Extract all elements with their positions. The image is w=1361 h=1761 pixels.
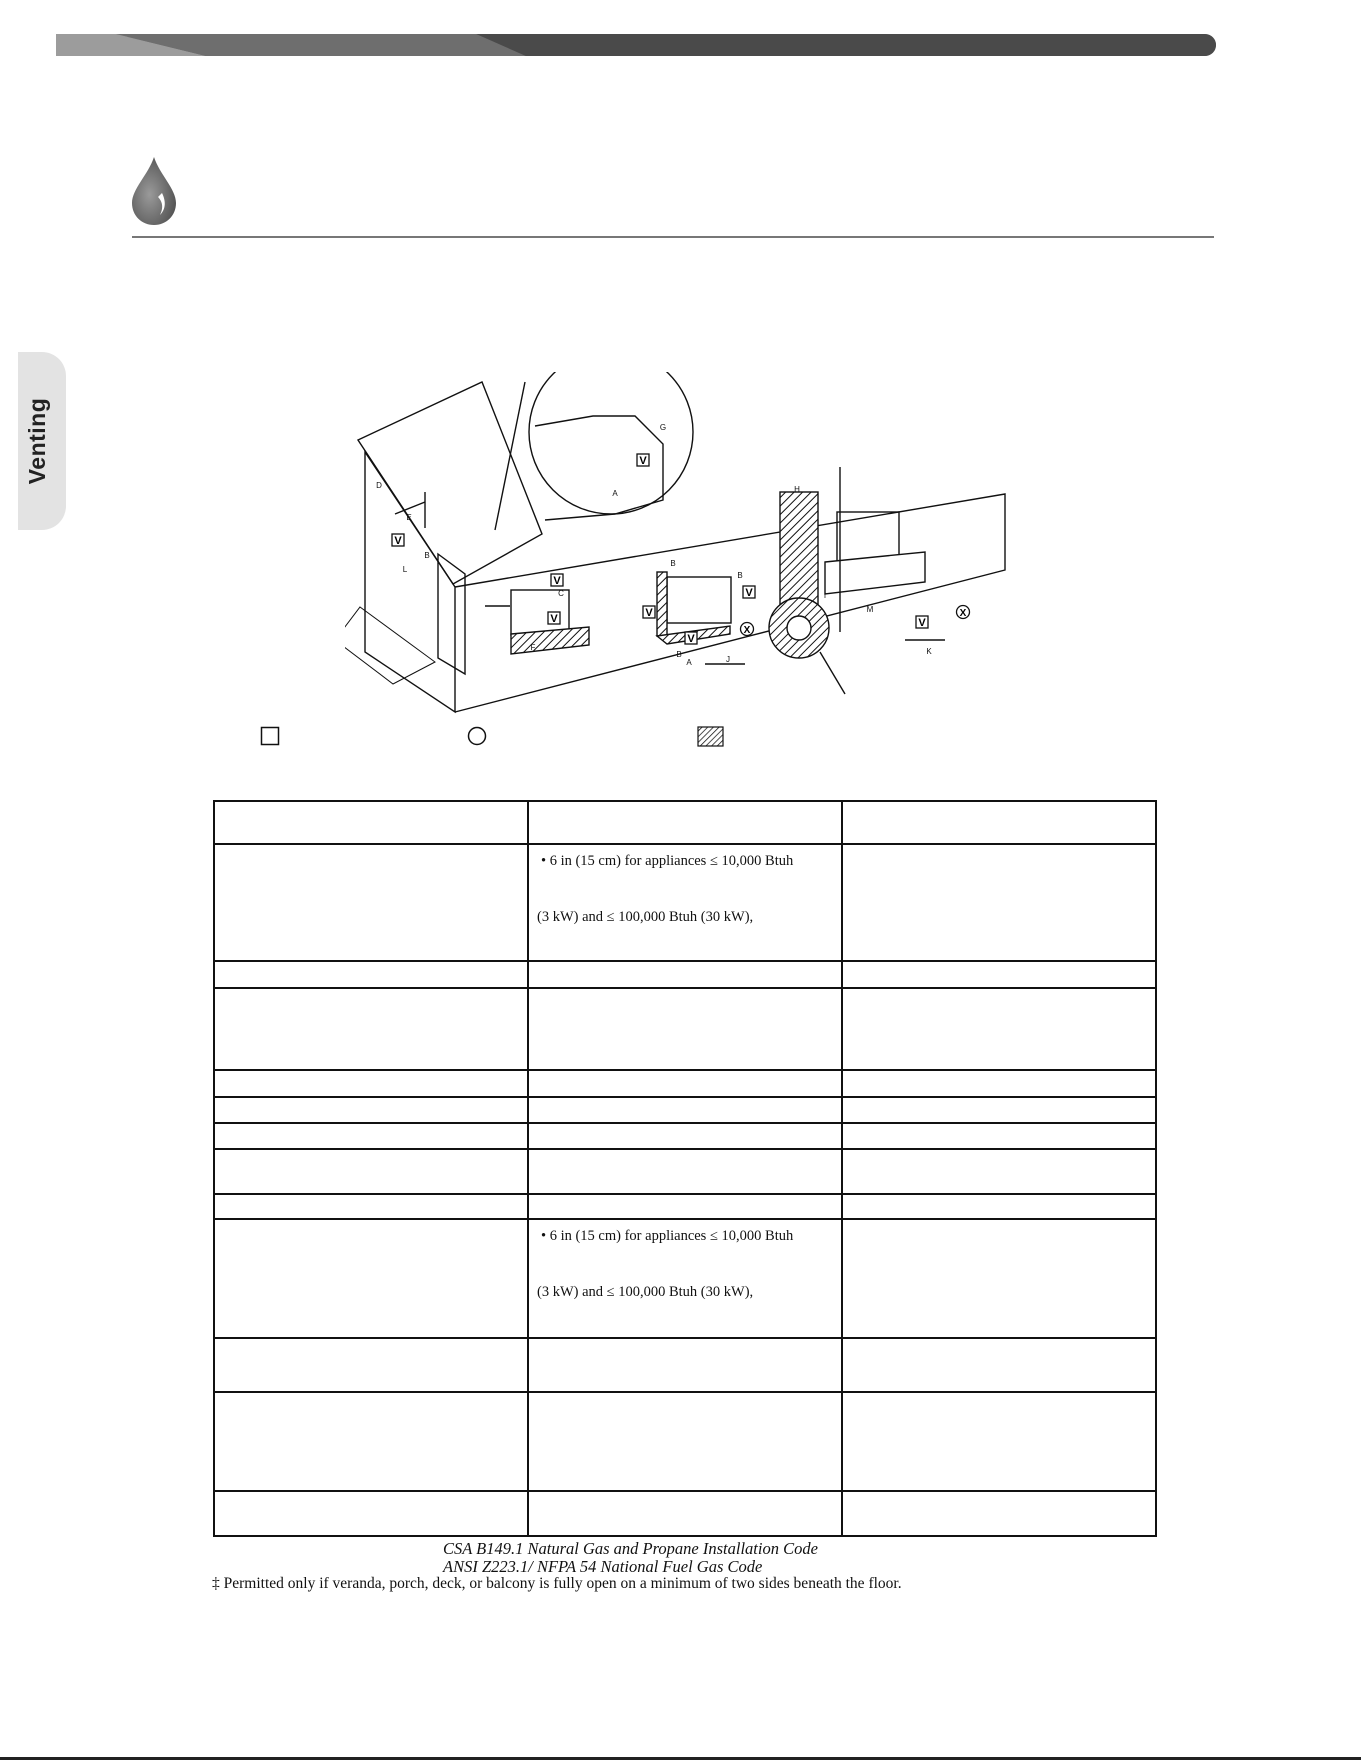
table-row <box>214 1070 1156 1096</box>
hatched-not-permitted-area-icon <box>697 726 725 748</box>
dim-label-b: B <box>670 559 676 568</box>
dim-label-a: A <box>686 658 692 667</box>
dim-label-k: K <box>926 647 932 656</box>
table-cell <box>842 801 1156 844</box>
footnote: ‡ Permitted only if veranda, porch, deck, or balcony is fully open on a minimum of two sides beneath the floor. <box>212 1575 902 1592</box>
table-cell <box>842 1123 1156 1149</box>
table-cell <box>842 844 1156 961</box>
table-row <box>214 961 1156 988</box>
dim-label-a: A <box>612 489 618 498</box>
clearance-value: • 6 in (15 cm) for appliances ≤ 10,000 Btuh <box>541 853 794 870</box>
clearance-table <box>213 800 1157 1537</box>
table-cell <box>214 801 528 844</box>
table-cell <box>528 1070 842 1096</box>
table-cell <box>842 1392 1156 1491</box>
table-row <box>214 988 1156 1070</box>
table-row <box>214 1219 1156 1338</box>
clearance-value: (3 kW) and ≤ 100,000 Btuh (30 kW), <box>537 1284 754 1301</box>
dim-label-e: E <box>406 513 412 522</box>
dim-label-j: J <box>726 655 730 664</box>
vent-label-v: V <box>745 587 753 599</box>
table-cell <box>528 1194 842 1219</box>
table-cell <box>214 1491 528 1536</box>
table-cell <box>214 1392 528 1491</box>
section-tab-label: Venting <box>24 397 50 485</box>
footer-rule <box>0 1757 1361 1760</box>
table-cell <box>528 801 842 844</box>
clearance-value: (3 kW) and ≤ 100,000 Btuh (30 kW), <box>537 909 754 926</box>
table-cell <box>528 844 842 961</box>
table-row <box>214 1097 1156 1123</box>
title-rule <box>132 236 1214 238</box>
dim-label-m: M <box>866 605 874 614</box>
air-inlet-label-x: X <box>743 625 751 636</box>
table-cell <box>842 961 1156 988</box>
table-row <box>214 1491 1156 1536</box>
table-row <box>214 844 1156 961</box>
table-cell <box>842 1070 1156 1096</box>
dim-label-l: L <box>402 565 408 574</box>
table-cell <box>528 1123 842 1149</box>
table-cell <box>214 1149 528 1194</box>
table-cell <box>528 1219 842 1338</box>
table-cell <box>214 988 528 1070</box>
table-cell <box>528 1392 842 1491</box>
table-row <box>214 1123 1156 1149</box>
table-cell <box>214 844 528 961</box>
table-cell <box>214 1194 528 1219</box>
table-cell <box>842 1219 1156 1338</box>
code-reference-csa: CSA B149.1 Natural Gas and Propane Installation Code <box>443 1539 818 1558</box>
table-cell <box>214 1070 528 1096</box>
dim-label-b: B <box>424 551 430 560</box>
table-cell <box>214 1338 528 1392</box>
table-row <box>214 1338 1156 1392</box>
square-vent-terminal-icon <box>260 726 282 748</box>
table-cell <box>214 961 528 988</box>
vent-label-v: V <box>553 575 561 587</box>
dim-label-g: G <box>659 423 667 432</box>
air-inlet-label-x: X <box>959 608 967 619</box>
vent-label-v: V <box>639 455 647 467</box>
table-cell <box>214 1097 528 1123</box>
circle-air-supply-inlet-icon <box>467 726 489 748</box>
vent-label-v: V <box>394 535 402 547</box>
table-cell <box>214 1219 528 1338</box>
vent-label-v: V <box>645 607 653 619</box>
table-cell <box>842 1149 1156 1194</box>
table-cell <box>842 1491 1156 1536</box>
table-cell <box>842 1194 1156 1219</box>
dim-label-i: I <box>823 591 827 600</box>
water-drop-icon <box>128 155 180 227</box>
table-row <box>214 1194 1156 1219</box>
code-references <box>443 1540 818 1576</box>
vent-label-v: V <box>550 613 558 625</box>
table-cell <box>842 1097 1156 1123</box>
table-cell <box>842 1338 1156 1392</box>
table-cell <box>842 988 1156 1070</box>
vent-label-v: V <box>687 633 695 645</box>
table-cell <box>528 988 842 1070</box>
vent-label-v: V <box>918 617 926 629</box>
table-row <box>214 1392 1156 1491</box>
table-cell <box>528 1097 842 1123</box>
table-cell <box>528 1338 842 1392</box>
dim-label-b: B <box>676 650 682 659</box>
vent-clearance-diagram <box>345 372 1010 717</box>
dim-label-d: D <box>376 481 382 490</box>
dim-label-f: F <box>530 643 536 652</box>
header-bar <box>56 34 1216 56</box>
dim-label-c: C <box>558 589 564 598</box>
table-cell <box>528 1491 842 1536</box>
table-cell <box>528 1149 842 1194</box>
table-row <box>214 1149 1156 1194</box>
dim-label-b: B <box>737 571 743 580</box>
table-cell <box>528 961 842 988</box>
code-reference-ansi: ANSI Z223.1/ NFPA 54 National Fuel Gas Code <box>443 1557 763 1576</box>
clearance-value: • 6 in (15 cm) for appliances ≤ 10,000 Btuh <box>541 1228 794 1245</box>
table-row <box>214 801 1156 844</box>
dim-label-h: H <box>794 485 800 494</box>
table-cell <box>214 1123 528 1149</box>
